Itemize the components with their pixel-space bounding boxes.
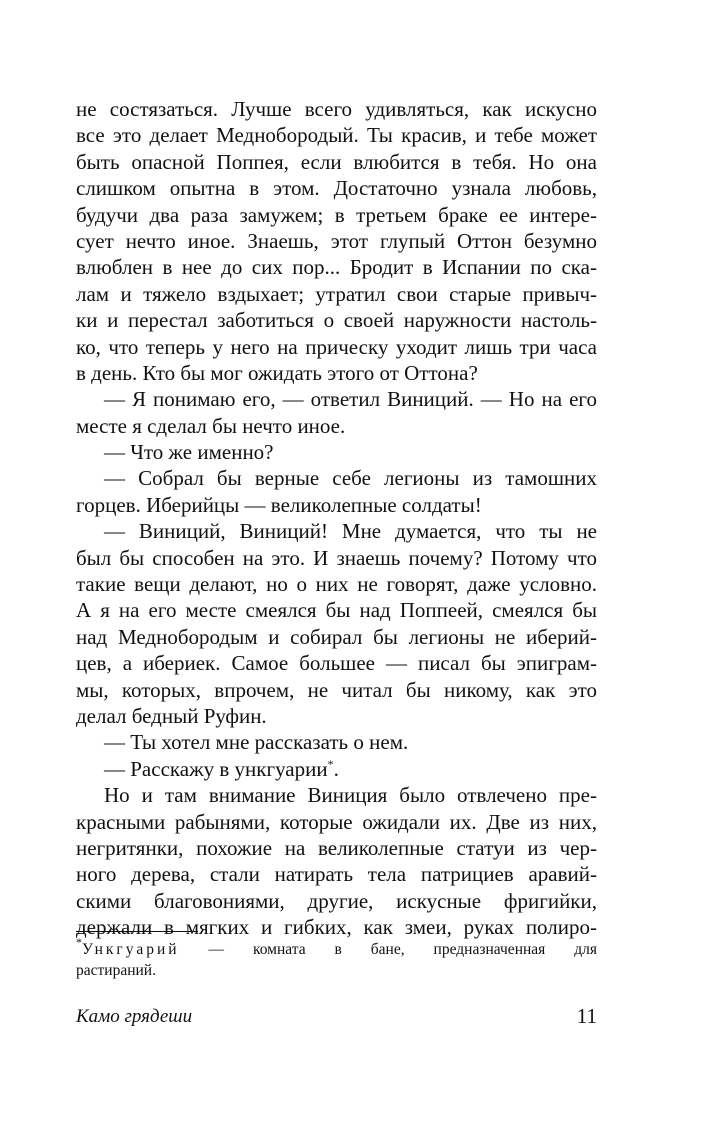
text-line: не состязаться. Лучше всего удивляться, как искусно [76, 97, 597, 121]
text-line: ко, что теперь у него на прическу уходит лишь три часа [76, 334, 597, 359]
footnote-reference[interactable]: * [327, 756, 334, 771]
text-line: мы, которых, впрочем, не читал бы никому, как это [76, 677, 597, 702]
footnote-divider [76, 931, 198, 932]
text-line: в день. Кто бы мог ожидать этого от Оттона? [76, 360, 478, 385]
footnote-line: растираний. [76, 962, 156, 979]
footnote-marker: * [76, 935, 82, 949]
dialogue-line: — Что же именно? [104, 440, 274, 465]
footnote-text: — комната в бане, предназначенная для [179, 941, 597, 958]
text-line: горцев. Иберийцы — великолепные солдаты! [76, 492, 482, 517]
dialogue-line [76, 756, 597, 782]
footnote-term: Ункгуарий [82, 941, 180, 958]
text-line: был бы способен на это. И знаешь почему? Потому что [76, 545, 597, 570]
text-line: цев, а ибериек. Самое большее — писал бы эпиграм- [76, 651, 597, 676]
text-line: такие вещи делают, но о них не говорят, даже условно. [76, 572, 597, 597]
text-line: все это делает Меднобородый. Ты красив, и тебе может [76, 123, 597, 148]
dialogue-line: — Виниций, Виниций! Мне думается, что ты не [104, 519, 597, 544]
text-line: быть опасной Поппея, если влюбится в тебя. Но она [76, 149, 597, 174]
text-line: негритянки, похожие на великолепные статуи из чер- [76, 835, 597, 860]
dialogue-text: — Расскажу в ункгуарии [104, 756, 328, 781]
text-line: скими благовониями, другие, искусные фригийки, [76, 888, 597, 913]
page-number: 11 [576, 1004, 597, 1028]
dialogue-line: — Ты хотел мне рассказать о нем. [104, 730, 409, 755]
text-line: будучи два раза замужем; в третьем браке ее интере- [76, 202, 597, 227]
text-line: сует нечто иное. Знаешь, этот глупый Оттон безумно [76, 228, 597, 253]
dialogue-line: — Собрал бы верные себе легионы из тамошних [104, 466, 597, 491]
footnote-line [76, 935, 597, 960]
text-line: А я на его месте смеялся бы над Поппеей, смеялся бы [76, 598, 597, 623]
running-head: Камо грядеши [76, 1006, 193, 1027]
text-line: красными рабынями, которые ожидали их. Две из них, [76, 809, 597, 834]
text-line: месте я сделал бы нечто иное. [76, 413, 346, 438]
paragraph-line: Но и там внимание Виниция было отвлечено пре- [104, 783, 597, 808]
text-line: влюблен в нее до сих пор... Бродит в Испании по ска- [76, 255, 597, 280]
dialogue-line: — Я понимаю его, — ответил Виниций. — Но на его [104, 387, 597, 412]
text-line: держали в мягких и гибких, как змеи, руках полиро- [76, 915, 597, 940]
text-line: ного дерева, стали натирать тела патрициев аравий- [76, 862, 597, 887]
text-line: ки и перестал заботиться о своей наружности настоль- [76, 308, 597, 333]
footnote [76, 935, 597, 981]
text-line: делал бедный Руфин. [76, 703, 267, 728]
line-end-dot: . [333, 756, 339, 781]
text-line: над Меднобородым и собирал бы легионы не иберий- [76, 624, 597, 649]
text-line: лам и тяжело вздыхает; утратил свои старые привыч- [76, 281, 597, 306]
main-text [76, 96, 597, 941]
text-line: слишком опытна в этом. Достаточно узнала любовь, [76, 176, 597, 201]
